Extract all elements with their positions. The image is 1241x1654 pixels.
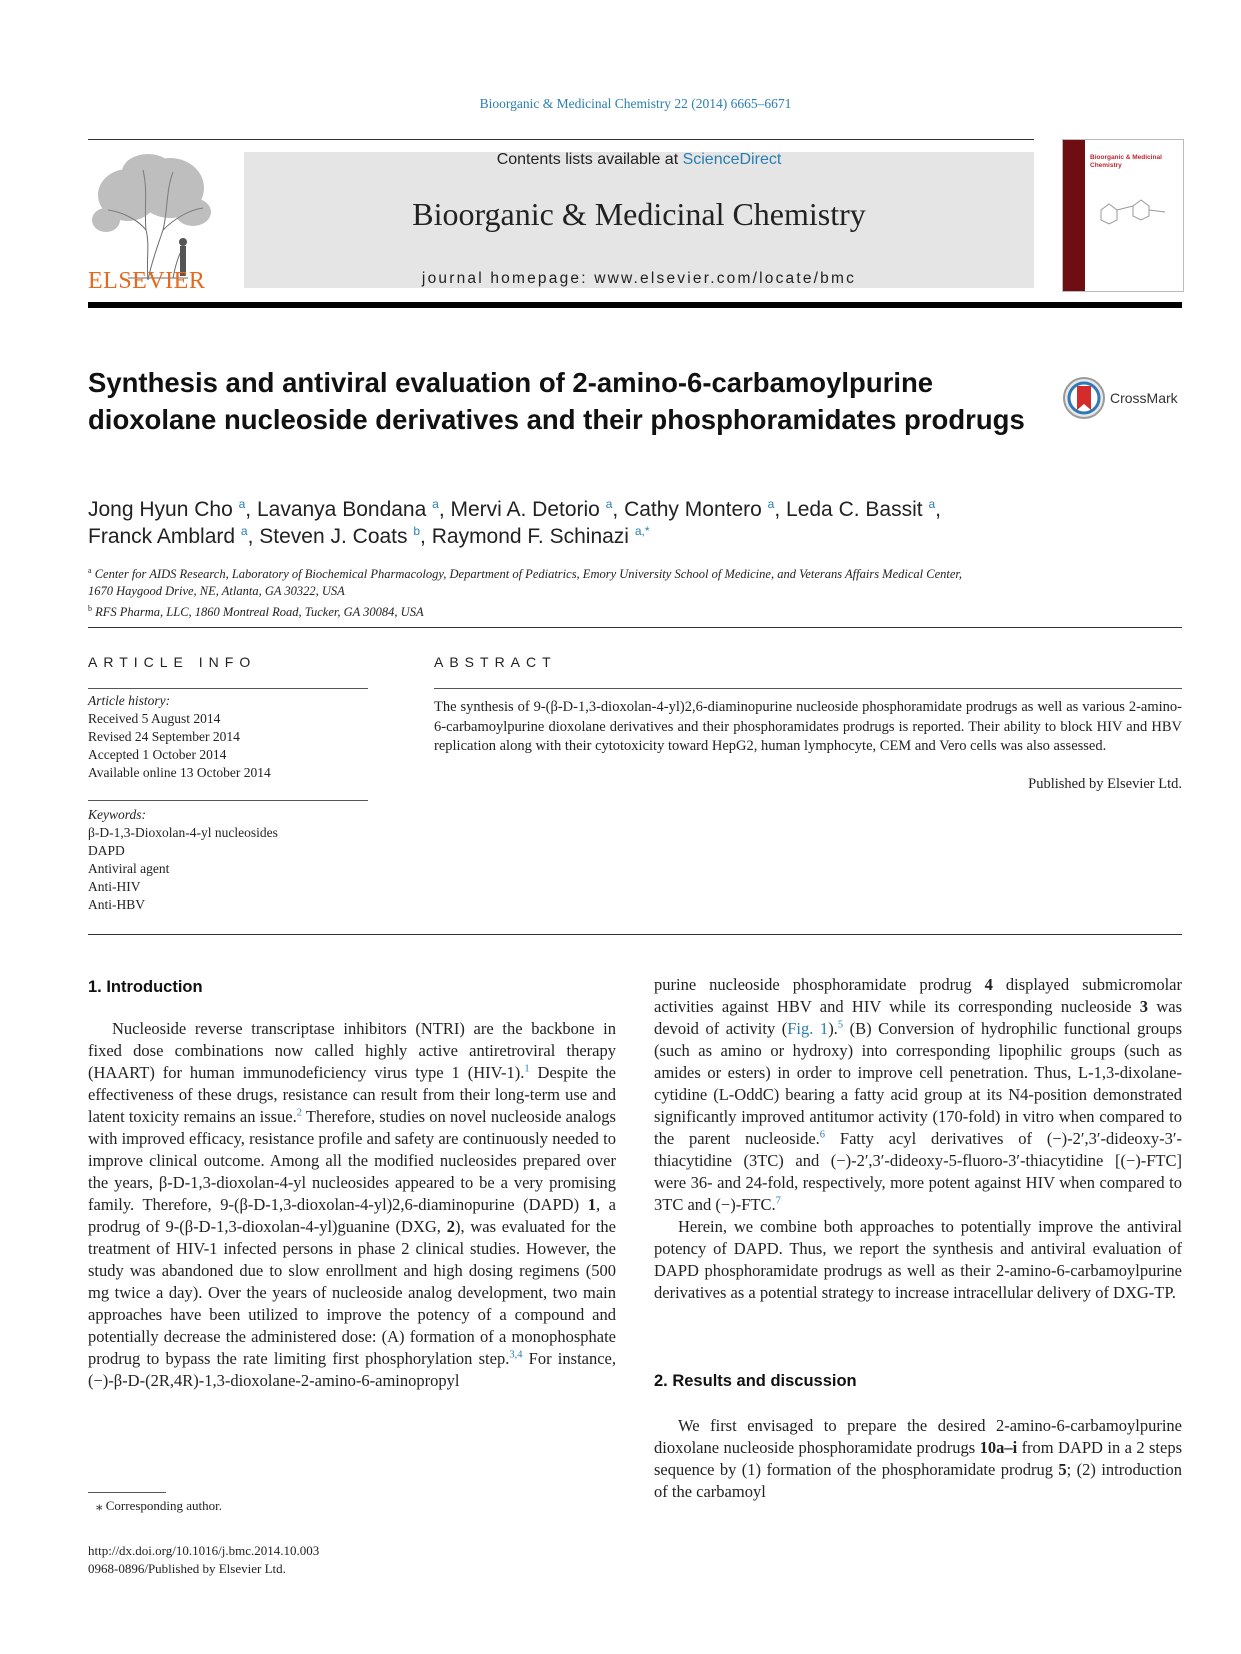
author[interactable]: Leda C. Bassit: [786, 498, 923, 521]
history-revised: Revised 24 September 2014: [88, 729, 240, 744]
keyword: Anti-HIV: [88, 879, 141, 894]
affiliation-rule: [88, 627, 1182, 628]
author[interactable]: Steven J. Coats: [259, 525, 408, 548]
crossmark-label[interactable]: CrossMark: [1110, 390, 1178, 406]
keyword: Anti-HBV: [88, 897, 145, 912]
elsevier-wordmark: ELSEVIER: [88, 268, 206, 294]
compound-ref: 4: [984, 975, 993, 994]
compound-ref: 2: [446, 1217, 455, 1236]
reference-link[interactable]: 5: [837, 1019, 844, 1031]
introduction-paragraph: Nucleoside reverse transcriptase inhibitors (NTRI) are the backbone in fixed dose combinations now called highly active antiretroviral therapy (HAART) for human immunodeficiency virus type 1 (HIV-1).$^1$ Despite the effectiveness of these drugs, resistance can result from their long-term use and latent toxicity remains an issue.$^2$ Therefore, studies on novel nucleoside analogs with improved efficacy, resistance profile and safety are continuously needed to improve clinical outcome. Among all the modified nucleosides prepared over the years, β-D-1,3-dioxolan-4-yl nucleosides appeared to be a very promising family. Therefore, 9-(β-D-1,3-dioxolan-4-yl)2,6-diaminopurine (DAPD) 1, a prodrug of 9-(β-D-1,3-dioxolan-4-yl)guanine (DXG, 2), was evaluated for the treatment of HIV-1 infected persons in phase 2 clinical studies. However, the study was abandoned due to slow enrollment and high dosing regimens (500 mg twice a day). Over the years of nucleoside analog development, two main approaches have been utilized to improve the potency of a compound and potentially decrease the administered dose: (A) formation of a monophosphate prodrug to bypass the rate limiting first phosphorylation step.$^{3,4}$ For instance, (−)-β-D-(2R,4R)-1,3-dioxolane-2-amino-6-aminopropyl: [88, 1019, 617, 1390]
article-title: Synthesis and antiviral evaluation of 2-amino-6-carbamoylpurine dioxolane nucleoside derivatives and their phosphoramidates prodrugs: [88, 367, 1025, 435]
article-history: [88, 692, 368, 782]
abstract-heading: ABSTRACT: [434, 654, 557, 670]
author[interactable]: Raymond F. Schinazi: [431, 525, 629, 548]
history-accepted: Accepted 1 October 2014: [88, 747, 227, 762]
doi-link[interactable]: http://dx.doi.org/10.1016/j.bmc.2014.10.003: [88, 1543, 320, 1558]
compound-ref: 1: [587, 1195, 596, 1214]
keyword: Antiviral agent: [88, 861, 170, 876]
affiliation-b-label: b: [88, 604, 92, 614]
corresponding-author-note: ⁎ Corresponding author.: [96, 1498, 223, 1513]
header-top-rule: [88, 139, 1034, 140]
article-history-label: Article history:: [88, 693, 171, 708]
reference-link[interactable]: 6: [819, 1129, 826, 1141]
affiliations: [88, 562, 1188, 621]
journal-name: Bioorganic & Medicinal Chemistry: [412, 196, 866, 232]
author-affiliation-marker[interactable]: a: [240, 524, 248, 538]
introduction-heading: 1. Introduction: [88, 978, 203, 996]
introduction-paragraph: Herein, we combine both approaches to potentially improve the antiviral potency of DAPD. Thus, we report the synthesis and antiviral evaluation of DAPD phosphoramidate prodrugs as well as their 2-amino-6-carbamoylpurine derivatives as a potential strategy to increase intracellular delivery of DXG-TP.: [654, 1217, 1182, 1302]
author-list: Jong Hyun Cho $^a$, Lavanya Bondana $^a$, Mervi A. Detorio $^a$, Cathy Montero $^a$, Leda C. Bassit $^a$, Franck Amblard $^a$, Steven J. Coats $^b$, Raymond F. Schinazi $^{a,*}$: [88, 497, 941, 548]
sciencedirect-link[interactable]: ScienceDirect: [682, 151, 782, 168]
compound-ref: 3: [1139, 997, 1149, 1016]
affiliation-b-line1: RFS Pharma, LLC, 1860 Montreal Road, Tucker, GA 30084, USA: [95, 605, 424, 620]
journal-cover-thumbnail[interactable]: [1062, 139, 1184, 292]
author-affiliation-marker[interactable]: b: [413, 524, 421, 538]
reference-link[interactable]: 3,4: [509, 1349, 523, 1361]
introduction-body: [88, 1018, 616, 1392]
author[interactable]: Cathy Montero: [624, 498, 762, 521]
article-info-heading: ARTICLE INFO: [88, 654, 257, 670]
affiliation-a-line1: Center for AIDS Research, Laboratory of Biochemical Pharmacology, Department of Pediatrics, Emory University School of Medicine, and Veterans Affairs Medical Center,: [94, 567, 963, 582]
author-affiliation-marker[interactable]: a: [605, 497, 613, 511]
affiliation-b: [88, 600, 1188, 621]
author[interactable]: Jong Hyun Cho: [88, 498, 233, 521]
author-affiliation-marker[interactable]: a: [432, 497, 439, 511]
compound-ref: 10a–i: [979, 1438, 1018, 1457]
crossmark-icon[interactable]: [1062, 376, 1106, 420]
footnote-rule: [88, 1492, 166, 1493]
introduction-paragraph-continued: purine nucleoside phosphoramidate prodrug 4 displayed submicromolar activities against HBV and HIV while its corresponding nucleoside 3 was devoid of activity (Fig. 1).$^5$ (B) Conversion of hydrophilic functional groups (such as amino or hydroxy) into corresponding lipophilic groups (such as amides or esters) in order to improve cell penetration. Thus, L-1,3-dixolane-cytidine (L-OddC) bearing a fatty acid group at its N4-position demonstrated significantly improved antitumor activity (170-fold) in vitro when compared to the parent nucleoside.$^6$ Fatty acyl derivatives of (−)-2′,3′-dideoxy-3′-thiacytidine (3TC) and (−)-2′,3′-dideoxy-5-fluoro-3′-thiacytidine [(−)-FTC] were 36- and 24-fold, respectively, more potent against HIV when compared to 3TC and (−)-FTC.$^7$: [654, 975, 1182, 1214]
cover-spine: [1063, 140, 1085, 291]
author[interactable]: Lavanya Bondana: [256, 498, 427, 521]
author[interactable]: Mervi A. Detorio: [450, 498, 600, 521]
results-paragraph: We first envisaged to prepare the desired 2-amino-6-carbamoylpurine dioxolane nucleoside phosphoramidate prodrugs 10a–i from DAPD in a 2 steps sequence by (1) formation of the phosphoramidate prodrug 5; (2) introduction of the carbamoyl: [654, 1416, 1182, 1501]
article-info-rule: [88, 688, 368, 689]
journal-citation[interactable]: Bioorganic & Medicinal Chemistry 22 (2014) 6665–6671: [479, 96, 792, 111]
author[interactable]: Franck Amblard: [88, 525, 236, 548]
contents-line: [244, 151, 1034, 169]
keywords: [88, 806, 368, 914]
figure-link[interactable]: Fig. 1: [787, 1019, 829, 1038]
right-column-body: [654, 974, 1182, 1304]
affiliation-a-line2: 1670 Haygood Drive, NE, Atlanta, GA 30322, USA: [88, 584, 345, 599]
results-body: [654, 1415, 1182, 1503]
keywords-label: Keywords:: [88, 807, 146, 822]
keyword: β-D-1,3-Dioxolan-4-yl nucleosides: [88, 825, 278, 840]
abstract-publisher-note: Published by Elsevier Ltd.: [1028, 776, 1182, 792]
history-received: Received 5 August 2014: [88, 711, 221, 726]
author-affiliation-marker[interactable]: a: [928, 497, 936, 511]
header-bottom-rule: [88, 302, 1182, 308]
journal-homepage[interactable]: journal homepage: www.elsevier.com/locate/bmc: [421, 270, 857, 287]
history-online: Available online 13 October 2014: [88, 765, 271, 780]
issn-line: 0968-0896/Published by Elsevier Ltd.: [88, 1561, 286, 1576]
author-affiliation-marker[interactable]: a: [238, 497, 246, 511]
reference-link[interactable]: 7: [775, 1195, 781, 1207]
abstract-text: The synthesis of 9-(β-D-1,3-dioxolan-4-yl)2,6-diaminopurine nucleoside phosphoramidate prodrugs as well as various 2-amino-6-carbamoylpurine dioxolane derivatives and their phosphoramidates prodrugs is reported. Their ability to block HIV and HBV replication along with their cytotoxicity toward HepG2, human lymphocyte, CEM and Vero cells was also assessed.: [434, 699, 1182, 754]
compound-ref: 5: [1058, 1460, 1067, 1479]
abstract-rule: [434, 688, 1182, 689]
keyword: DAPD: [88, 843, 125, 858]
keywords-rule: [88, 800, 368, 801]
reference-link[interactable]: 2: [296, 1107, 303, 1119]
contents-prefix: Contents lists available at: [496, 151, 683, 168]
cover-title: Bioorganic & Medicinal Chemistry: [1090, 154, 1162, 169]
author-affiliation-marker[interactable]: a,*: [634, 524, 650, 538]
reference-link[interactable]: 1: [524, 1063, 530, 1075]
results-heading: 2. Results and discussion: [654, 1372, 857, 1390]
affiliation-a-label: a: [88, 566, 92, 575]
abstract-bottom-rule: [88, 934, 1182, 935]
author-affiliation-marker[interactable]: a: [767, 497, 775, 511]
cover-structure-image: [1093, 192, 1173, 228]
affiliation-a: [88, 562, 1188, 583]
